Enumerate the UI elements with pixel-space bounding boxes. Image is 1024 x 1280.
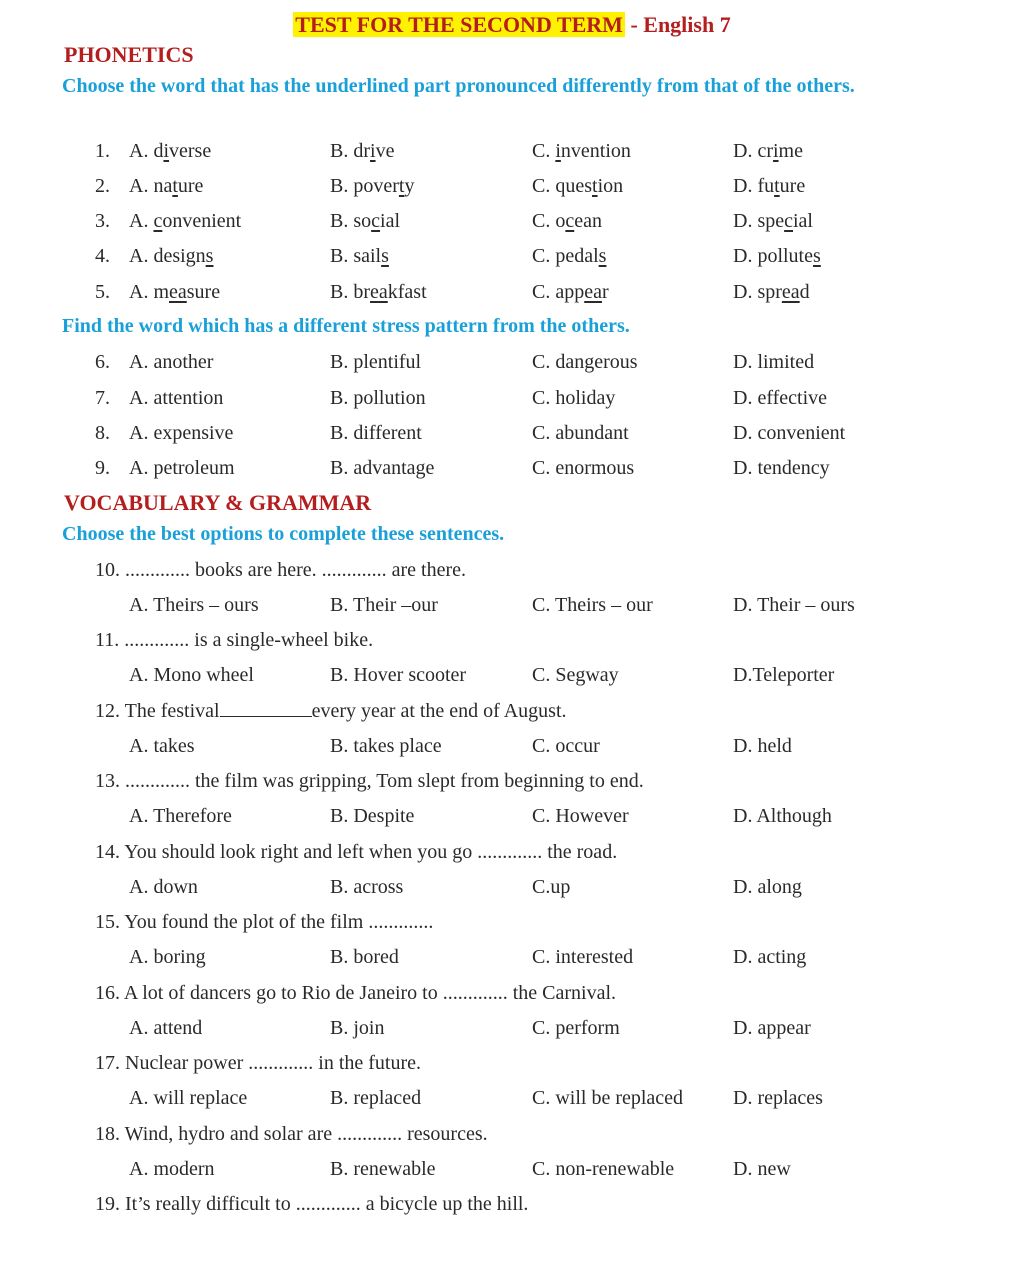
question-stem: 11. ............. is a single-wheel bike.	[95, 629, 374, 651]
title-highlight: TEST FOR THE SECOND TERM	[295, 12, 623, 37]
option-text-post: ial	[380, 210, 401, 232]
instruction-vocabulary: Choose the best options to complete these sentences.	[62, 523, 505, 545]
option-text-post: ean	[574, 210, 602, 232]
underlined-sound: t	[592, 175, 598, 197]
underlined-sound: s	[598, 245, 607, 267]
answer-option[interactable]: D. Their – ours	[733, 594, 855, 616]
option-text-post: kfast	[387, 281, 427, 303]
option-text-pre: C. ques	[532, 175, 592, 197]
answer-option[interactable]: A. will replace	[129, 1087, 248, 1109]
page-title	[0, 12, 1024, 38]
underlined-sound: c	[565, 210, 575, 232]
answer-option[interactable]: B. Their –our	[330, 594, 438, 616]
option-text-post: ure	[177, 175, 204, 197]
answer-option[interactable]: A. Therefore	[129, 805, 232, 827]
option-text-post: me	[778, 140, 803, 162]
answer-option[interactable]: B. replaced	[330, 1087, 422, 1109]
option-text-pre: A.	[129, 210, 154, 232]
question-stem: 17. Nuclear power ............. in the future.	[95, 1052, 422, 1074]
answer-option[interactable]	[532, 281, 609, 304]
answer-option[interactable]: A. attend	[129, 1017, 203, 1039]
answer-option[interactable]	[532, 210, 602, 233]
option-text-post: nvention	[560, 140, 631, 162]
question-number: 8.	[95, 422, 110, 444]
underlined-sound: i	[772, 140, 779, 162]
answer-option[interactable]: A. Mono wheel	[129, 664, 254, 686]
answer-option[interactable]: C. Segway	[532, 664, 619, 686]
answer-option[interactable]	[129, 245, 213, 268]
answer-option[interactable]: D. along	[733, 876, 802, 898]
answer-blank[interactable]	[220, 700, 312, 717]
option-text-pre: B. pover	[330, 175, 399, 197]
option-text-pre: D. spr	[733, 281, 782, 303]
underlined-sound: s	[205, 245, 214, 267]
answer-option[interactable]: A. modern	[129, 1158, 215, 1180]
answer-option[interactable]	[532, 245, 606, 268]
underlined-sound: c	[784, 210, 793, 232]
answer-option[interactable]: C.up	[532, 876, 571, 898]
question-number: 4.	[95, 245, 110, 267]
answer-option[interactable]: D. convenient	[733, 422, 846, 444]
question-number: 3.	[95, 210, 110, 232]
answer-option[interactable]: C. holiday	[532, 387, 616, 409]
option-text-post: verse	[169, 140, 212, 162]
option-text-pre: C. app	[532, 281, 585, 303]
option-text-pre: D. pollute	[733, 245, 813, 267]
underlined-sound: ea	[781, 281, 800, 303]
answer-option[interactable]	[129, 281, 220, 304]
stem-text-pre: 12. The festival	[95, 700, 220, 722]
option-text-post: onvenient	[162, 210, 242, 232]
answer-option[interactable]: B. across	[330, 876, 404, 898]
answer-option[interactable]	[330, 245, 389, 268]
option-text-pre: B. so	[330, 210, 372, 232]
answer-option[interactable]: B. Despite	[330, 805, 415, 827]
answer-option[interactable]	[733, 245, 821, 268]
answer-option[interactable]: A. another	[129, 351, 214, 373]
instruction-pronunciation	[62, 72, 966, 101]
answer-option[interactable]: B. different	[330, 422, 422, 444]
question-stem: 15. You found the plot of the film .............	[95, 911, 434, 933]
answer-option[interactable]: D. effective	[733, 387, 828, 409]
answer-option[interactable]: D. tendency	[733, 457, 830, 479]
option-text-post: y	[404, 175, 415, 197]
question-number: 1.	[95, 140, 110, 162]
answer-option[interactable]: C. However	[532, 805, 629, 827]
option-text-pre: B. br	[330, 281, 370, 303]
underlined-sound: ea	[584, 281, 602, 303]
option-text-pre: D. cr	[733, 140, 773, 162]
answer-option[interactable]: D.Teleporter	[733, 664, 835, 686]
answer-option[interactable]	[532, 175, 623, 198]
answer-option[interactable]	[330, 210, 400, 233]
answer-option[interactable]: A. Theirs – ours	[129, 594, 259, 616]
underlined-sound: ea	[169, 281, 187, 303]
answer-option[interactable]: A. boring	[129, 946, 206, 968]
answer-option[interactable]: D. limited	[733, 351, 815, 373]
option-text-post: ion	[597, 175, 624, 197]
answer-option[interactable]: C. non-renewable	[532, 1158, 675, 1180]
underlined-sound: c	[371, 210, 381, 232]
answer-option[interactable]: B. join	[330, 1017, 385, 1039]
answer-option[interactable]: C. enormous	[532, 457, 635, 479]
answer-option[interactable]	[129, 140, 211, 163]
instruction-pronunciation-text: Choose the word that has the underlined part pronounced differently from that of the others.	[62, 75, 855, 97]
answer-option[interactable]	[129, 175, 203, 198]
underlined-sound: i	[163, 140, 170, 162]
answer-option[interactable]: A. expensive	[129, 422, 234, 444]
question-stem: 14. You should look right and left when you go ............. the road.	[95, 841, 618, 863]
underlined-sound: t	[774, 175, 780, 197]
underlined-sound: s	[813, 245, 821, 267]
option-text-pre: A. design	[129, 245, 206, 267]
option-text-pre: A. na	[129, 175, 173, 197]
answer-option[interactable]	[330, 175, 414, 198]
answer-option[interactable]: D. replaces	[733, 1087, 823, 1109]
option-text-pre: D. fu	[733, 175, 775, 197]
option-text-post: d	[799, 281, 810, 303]
section-heading-vocabulary: VOCABULARY & GRAMMAR	[64, 490, 372, 515]
option-text-post: r	[601, 281, 609, 303]
underlined-sound: ea	[370, 281, 388, 303]
question-number: 7.	[95, 387, 110, 409]
answer-option[interactable]	[330, 281, 427, 304]
option-text-pre: A. m	[129, 281, 169, 303]
answer-option[interactable]: D. Although	[733, 805, 832, 827]
answer-option[interactable]: C. abundant	[532, 422, 629, 444]
answer-option[interactable]: A. down	[129, 876, 198, 898]
option-text-pre: B. dr	[330, 140, 370, 162]
question-number: 9.	[95, 457, 110, 479]
answer-option[interactable]: A. petroleum	[129, 457, 235, 479]
question-stem: 10. ............. books are here. ............. are there.	[95, 559, 466, 581]
answer-option[interactable]: A. takes	[129, 735, 195, 757]
answer-option[interactable]	[532, 140, 631, 163]
section-heading-phonetics: PHONETICS	[64, 42, 194, 67]
answer-option[interactable]: B. Hover scooter	[330, 664, 467, 686]
question-stem: 13. ............. the film was gripping, Tom slept from beginning to end.	[95, 770, 644, 792]
answer-option[interactable]: C. dangerous	[532, 351, 638, 373]
answer-option[interactable]: D. acting	[733, 946, 807, 968]
option-text-pre: D. spe	[733, 210, 785, 232]
question-stem: 19. It’s really difficult to ............. a bicycle up the hill.	[95, 1193, 529, 1215]
answer-option[interactable]	[330, 140, 394, 163]
answer-option[interactable]: C. occur	[532, 735, 600, 757]
answer-option[interactable]: B. advantage	[330, 457, 435, 479]
underlined-sound: t	[172, 175, 178, 197]
title-rest: - English 7	[624, 12, 731, 37]
underlined-sound: t	[398, 175, 405, 197]
answer-option[interactable]: C. Theirs – our	[532, 594, 653, 616]
option-text-pre: B. sail	[330, 245, 382, 267]
answer-option[interactable]: B. pollution	[330, 387, 426, 409]
answer-option[interactable]	[733, 140, 803, 163]
answer-option[interactable]: B. plentiful	[330, 351, 422, 373]
option-text-post: ve	[375, 140, 395, 162]
question-stem: 16. A lot of dancers go to Rio de Janeiro to ............. the Carnival.	[95, 982, 617, 1004]
answer-option[interactable]: D. appear	[733, 1017, 811, 1039]
answer-option[interactable]: D. new	[733, 1158, 791, 1180]
answer-option[interactable]: C. will be replaced	[532, 1087, 684, 1109]
question-number: 2.	[95, 175, 110, 197]
question-number: 5.	[95, 281, 110, 303]
underlined-sound: i	[370, 140, 376, 162]
answer-option[interactable]: B. renewable	[330, 1158, 436, 1180]
underlined-sound: s	[381, 245, 389, 267]
option-text-post: ure	[779, 175, 806, 197]
question-stem: 18. Wind, hydro and solar are ............. resources.	[95, 1123, 488, 1145]
underlined-sound: i	[555, 140, 561, 162]
question-number: 6.	[95, 351, 110, 373]
answer-option[interactable]: D. held	[733, 735, 792, 757]
instruction-stress: Find the word which has a different stress pattern from the others.	[62, 315, 630, 337]
answer-option[interactable]: B. takes place	[330, 735, 442, 757]
option-text-post: sure	[186, 281, 221, 303]
option-text-pre: C. o	[532, 210, 566, 232]
option-text-pre: A. d	[129, 140, 164, 162]
answer-option[interactable]	[129, 210, 241, 233]
option-text-post: ial	[793, 210, 813, 232]
option-text-pre: C. pedal	[532, 245, 599, 267]
question-stem	[95, 700, 567, 723]
option-text-pre: C.	[532, 140, 556, 162]
stem-text-post: every year at the end of August.	[311, 700, 567, 722]
answer-option[interactable]	[733, 210, 813, 233]
answer-option[interactable]	[733, 281, 810, 304]
answer-option[interactable]: B. bored	[330, 946, 399, 968]
answer-option[interactable]: C. perform	[532, 1017, 620, 1039]
underlined-sound: c	[153, 210, 163, 232]
answer-option[interactable]: A. attention	[129, 387, 224, 409]
answer-option[interactable]: C. interested	[532, 946, 634, 968]
answer-option[interactable]	[733, 175, 805, 198]
